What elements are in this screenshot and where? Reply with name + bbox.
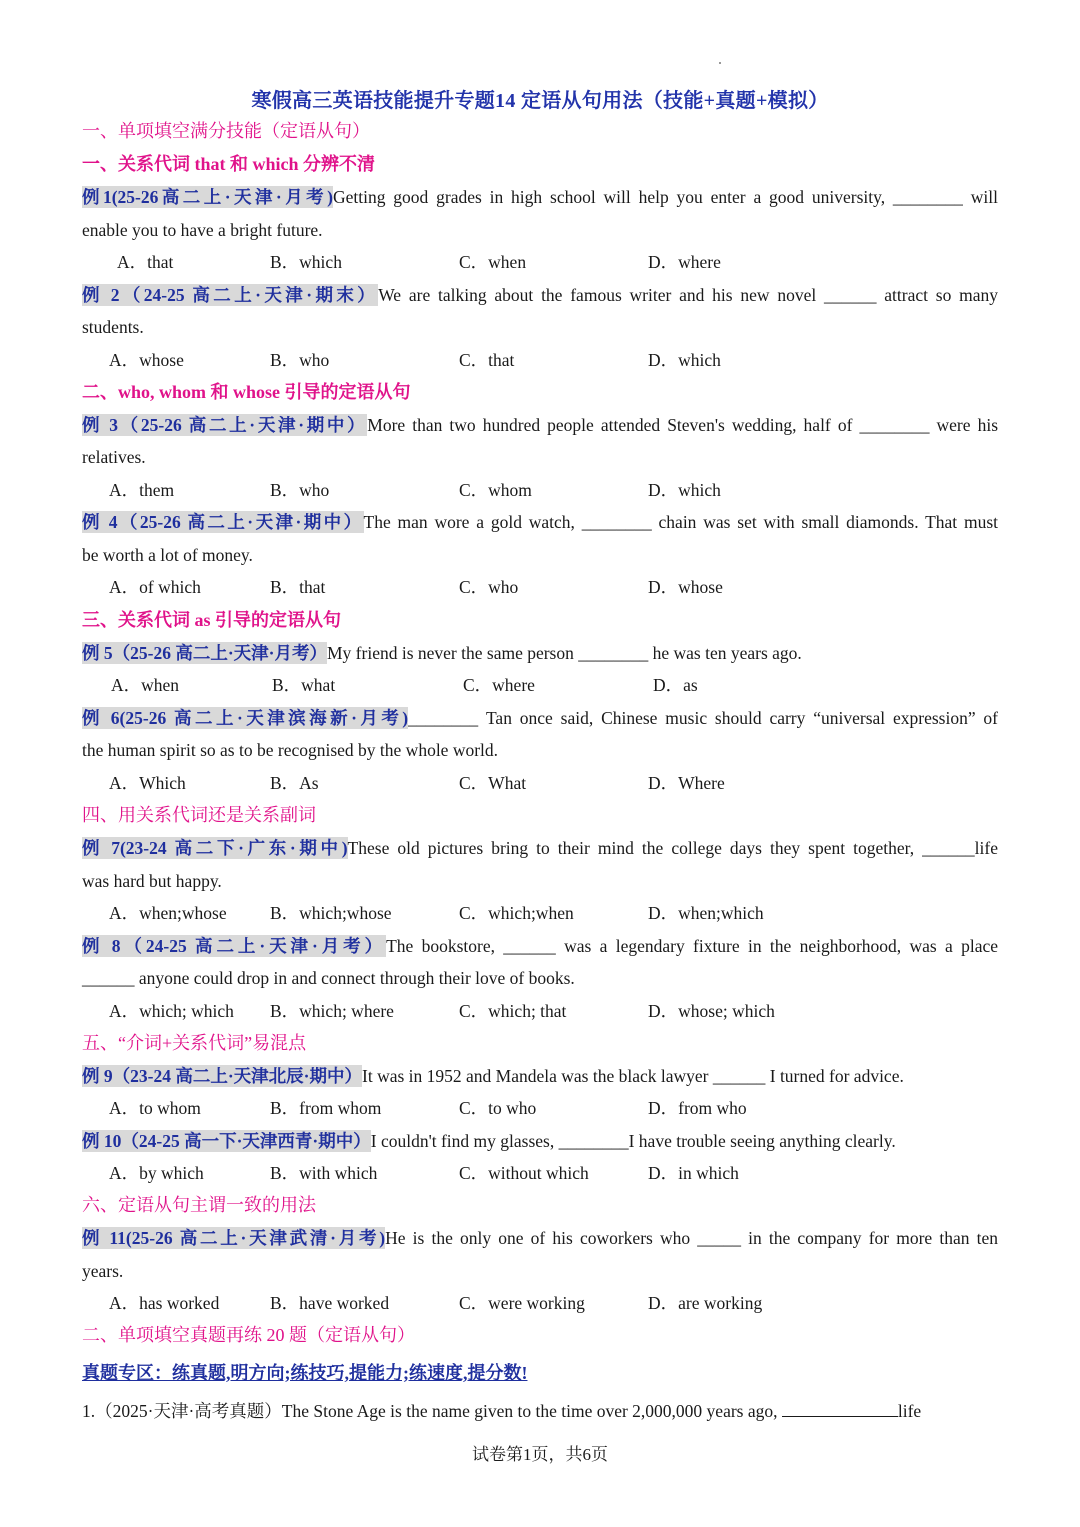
example-5-option-d[interactable]: D．as — [653, 675, 698, 695]
example-1-line1 — [82, 184, 998, 210]
example-1-line2: enable you to have a bright future. — [82, 220, 323, 240]
example-11-stem: He is the only one of his coworkers who _____ in the company for more than ten — [385, 1228, 998, 1248]
example-10-option-a[interactable]: A．by which — [109, 1163, 204, 1183]
example-6-line1 — [82, 705, 998, 731]
section-heading-1: 一、关系代词 that 和 which 分辨不清 — [82, 154, 376, 174]
example-9-option-a[interactable]: A．to whom — [109, 1098, 201, 1118]
example-2-option-d[interactable]: D．which — [648, 350, 721, 370]
speck-mark — [719, 62, 721, 64]
example-4-source: 例 4（25-26 高二上·天津·期中） — [82, 512, 364, 532]
example-3-option-d[interactable]: D．which — [648, 480, 721, 500]
example-1-option-c[interactable]: C．when — [459, 252, 527, 272]
example-9-option-c[interactable]: C．to who — [459, 1098, 537, 1118]
example-6-option-d[interactable]: D．Where — [648, 773, 725, 793]
example-5-option-a[interactable]: A．when — [111, 675, 180, 695]
example-5-source: 例 5（25-26 高二上·天津·月考） — [82, 643, 327, 663]
example-5-options — [82, 672, 998, 698]
example-7-line1 — [82, 835, 998, 861]
example-6-line2: the human spirit so as to be recognised by the whole world. — [82, 740, 499, 760]
section-heading-4: 四、用关系代词还是关系副词 — [82, 805, 316, 825]
example-11-options — [82, 1290, 998, 1316]
example-3-line1 — [82, 412, 998, 438]
example-6-stem: ________ Tan once said, Chinese music should carry “universal expression” of — [408, 708, 999, 728]
example-9-stem: It was in 1952 and Mandela was the black lawyer ______ I turned for advice. — [362, 1066, 904, 1086]
example-2-stem: We are talking about the famous writer and his new novel ______ attract so many — [378, 285, 998, 305]
example-7-option-d[interactable]: D．when;which — [648, 903, 764, 923]
example-7-option-c[interactable]: C．which;when — [459, 903, 574, 923]
example-3-option-a[interactable]: A．them — [109, 480, 175, 500]
example-4-option-c[interactable]: C．who — [459, 577, 519, 597]
example-8-source: 例 8（24-25 高二上·天津·月考） — [82, 936, 387, 956]
example-10-line1 — [82, 1128, 998, 1154]
page-title: 寒假高三英语技能提升专题14 定语从句用法（技能+真题+模拟） — [251, 90, 829, 112]
example-7-option-a[interactable]: A．when;whose — [109, 903, 227, 923]
example-1-source: 例1(25-26高二上·天津·月考) — [82, 187, 333, 207]
example-10-stem: I couldn't find my glasses, ________I have trouble seeing anything clearly. — [370, 1131, 896, 1151]
practice-banner: 真题专区：练真题,明方向;练技巧,提能力;练速度,提分数! — [82, 1363, 528, 1383]
example-10-source: 例 10（24-25 高一下·天津西青·期中） — [82, 1131, 371, 1151]
example-4-option-a[interactable]: A．of which — [109, 577, 201, 597]
example-8-stem: The bookstore, ______ was a legendary fixture in the neighborhood, was a place — [386, 936, 998, 956]
page-footer: 试卷第1页，共6页 — [472, 1445, 608, 1464]
example-8-option-a[interactable]: A．which; which — [109, 1001, 234, 1021]
example-9-option-d[interactable]: D．from who — [648, 1098, 747, 1118]
example-6-option-a[interactable]: A．Which — [109, 773, 186, 793]
example-3-option-c[interactable]: C．whom — [459, 480, 532, 500]
example-5-option-b[interactable]: B．what — [272, 675, 336, 695]
question-1-suffix: life — [897, 1401, 922, 1421]
section-heading-2: 二、who, whom 和 whose 引导的定语从句 — [82, 382, 411, 402]
question-1-stem: 1.（2025·天津·高考真题）The Stone Age is the name given to the time over 2,000,000 years ago, — [82, 1401, 778, 1421]
example-5-line1 — [82, 640, 998, 666]
example-2-option-b[interactable]: B．who — [270, 350, 330, 370]
part1-heading: 一、单项填空满分技能（定语从句） — [82, 121, 370, 141]
example-10-option-b[interactable]: B．with which — [270, 1163, 378, 1183]
example-3-line2: relatives. — [82, 447, 146, 467]
example-10-option-d[interactable]: D．in which — [648, 1163, 739, 1183]
example-8-option-b[interactable]: B．which; where — [270, 1001, 394, 1021]
example-7-stem: These old pictures bring to their mind the college days they spent together, ______life — [347, 838, 998, 858]
example-7-option-b[interactable]: B．which;whose — [270, 903, 392, 923]
example-8-line2: ______ anyone could drop in and connect through their love of books. — [82, 968, 575, 988]
example-9-source: 例 9（23-24 高二上·天津北辰·期中） — [82, 1066, 362, 1086]
example-9-options — [82, 1095, 998, 1121]
example-9-option-b[interactable]: B．from whom — [270, 1098, 382, 1118]
example-3-option-b[interactable]: B．who — [270, 480, 330, 500]
example-11-option-a[interactable]: A．has worked — [109, 1293, 220, 1313]
example-8-option-d[interactable]: D．whose; which — [648, 1001, 775, 1021]
example-10-options — [82, 1160, 998, 1186]
section-heading-6: 六、定语从句主谓一致的用法 — [82, 1195, 316, 1215]
example-9-line1 — [82, 1063, 998, 1089]
example-2-option-a[interactable]: A．whose — [109, 350, 184, 370]
section-heading-5: 五、“介词+关系代词”易混点 — [82, 1033, 307, 1053]
example-3-stem: More than two hundred people attended Steven's wedding, half of ________ were his — [367, 415, 998, 435]
example-11-line1 — [82, 1225, 998, 1251]
example-7-source: 例 7(23-24 高二下·广东·期中) — [82, 838, 348, 858]
example-8-option-c[interactable]: C．which; that — [459, 1001, 567, 1021]
example-11-line2: years. — [82, 1261, 124, 1281]
example-10-option-c[interactable]: C．without which — [459, 1163, 589, 1183]
example-11-option-b[interactable]: B．have worked — [270, 1293, 390, 1313]
example-2-options — [82, 347, 998, 373]
example-6-source: 例 6(25-26 高二上·天津滨海新·月考) — [82, 708, 409, 728]
example-2-source: 例 2（24-25 高二上·天津·期末） — [82, 285, 379, 305]
example-6-option-b[interactable]: B．As — [270, 773, 319, 793]
example-8-options — [82, 998, 998, 1024]
example-7-line2: was hard but happy. — [82, 871, 222, 891]
example-1-options — [82, 249, 998, 275]
example-11-source: 例 11(25-26 高二上·天津武清·月考) — [82, 1228, 386, 1248]
example-8-line1 — [82, 933, 998, 959]
example-3-source: 例 3（25-26 高二上·天津·期中） — [82, 415, 368, 435]
example-4-options — [82, 574, 998, 600]
example-7-options — [82, 900, 998, 926]
example-4-stem: The man wore a gold watch, ________ chain was set with small diamonds. That must — [363, 512, 998, 532]
example-4-line2: be worth a lot of money. — [82, 545, 253, 565]
example-5-stem: My friend is never the same person ________ he was ten years ago. — [327, 643, 802, 663]
example-6-options — [82, 770, 998, 796]
example-4-option-b[interactable]: B．that — [270, 577, 326, 597]
example-11-option-d[interactable]: D．are working — [648, 1293, 763, 1313]
example-4-line1 — [82, 509, 998, 535]
example-1-option-a[interactable]: A．that — [117, 252, 174, 272]
example-5-option-c[interactable]: C．where — [463, 675, 535, 695]
example-1-option-b[interactable]: B．which — [270, 252, 342, 272]
example-3-options — [82, 477, 998, 503]
example-2-option-c[interactable]: C．that — [459, 350, 515, 370]
example-2-line1 — [82, 282, 998, 308]
example-1-option-d[interactable]: D．where — [648, 252, 721, 272]
example-11-option-c[interactable]: C．were working — [459, 1293, 585, 1313]
example-1-stem: Getting good grades in high school will help you enter a good university, ________ will — [332, 187, 998, 207]
example-2-line2: students. — [82, 317, 144, 337]
question-1-blank[interactable] — [782, 1398, 898, 1417]
example-6-option-c[interactable]: C．What — [459, 773, 527, 793]
question-1-line1 — [82, 1398, 998, 1424]
part2-heading: 二、单项填空真题再练 20 题（定语从句） — [82, 1325, 415, 1345]
section-heading-3: 三、关系代词 as 引导的定语从句 — [82, 610, 342, 630]
example-4-option-d[interactable]: D．whose — [648, 577, 723, 597]
